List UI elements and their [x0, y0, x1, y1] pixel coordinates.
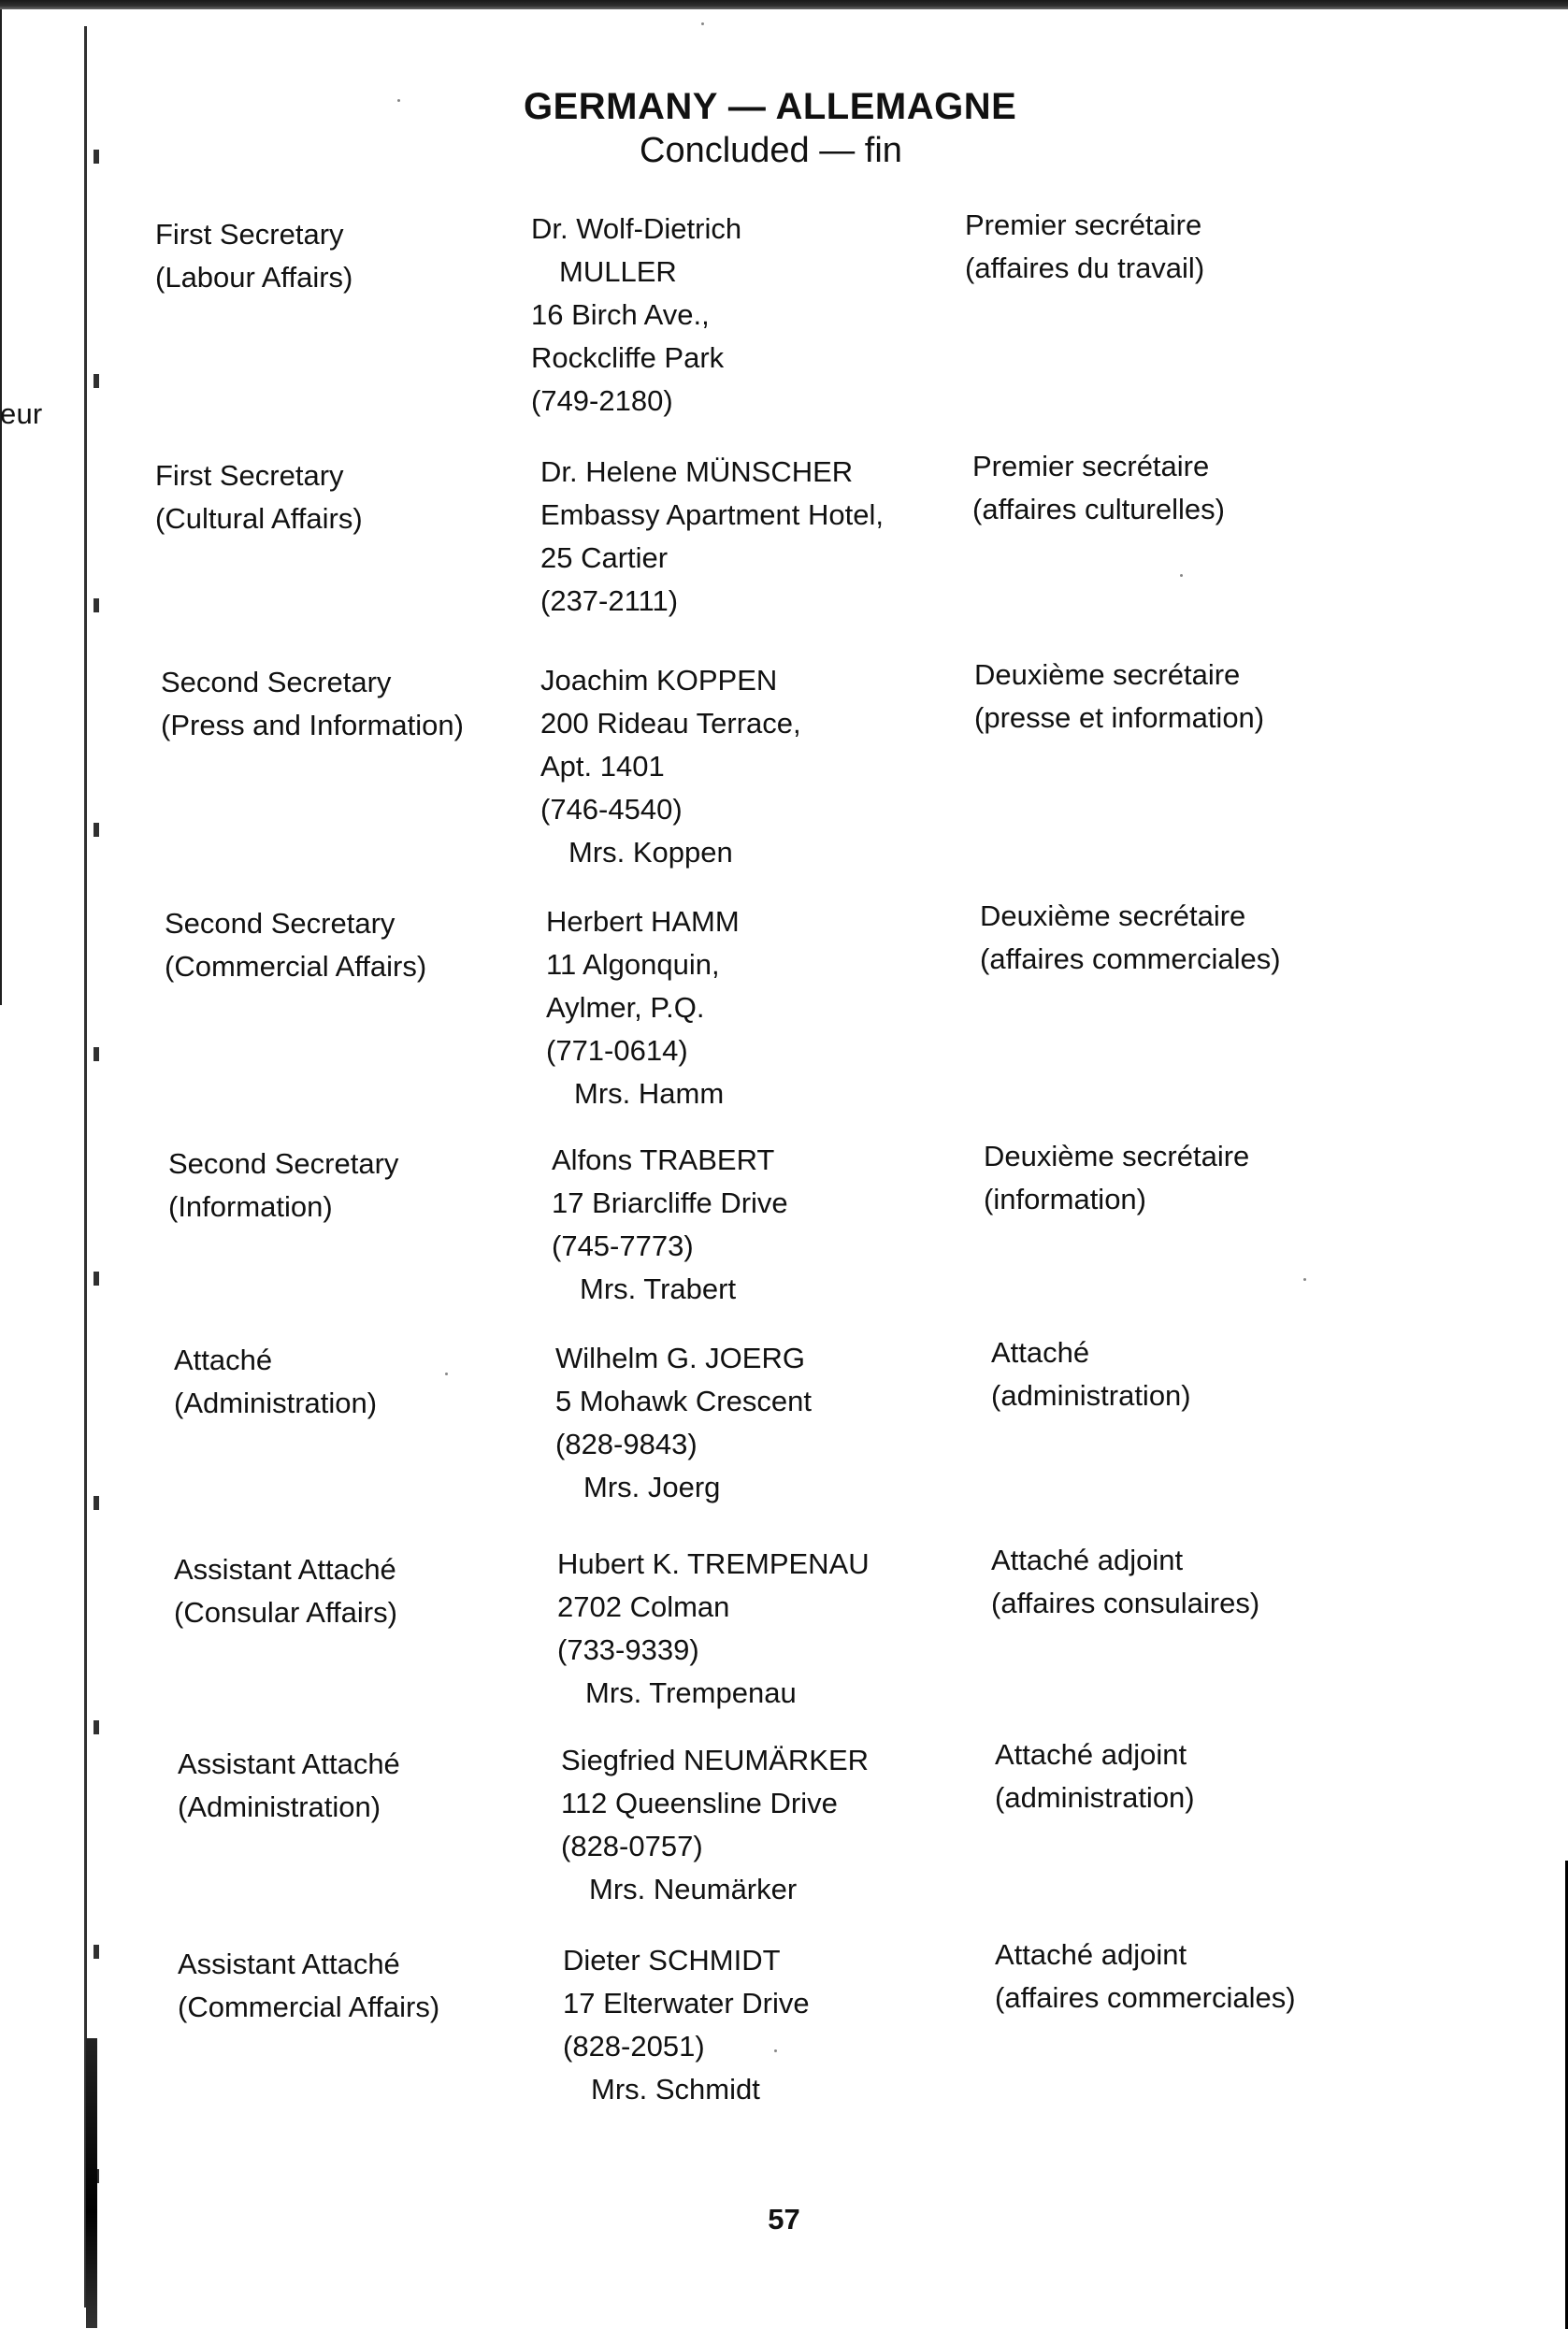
phone-line: (237-2111)	[540, 584, 679, 617]
person-name-line: Dr. Wolf-Dietrich	[531, 212, 742, 245]
title-english	[165, 902, 501, 988]
address-line: Rockcliffe Park	[531, 341, 725, 374]
person-name-line: Hubert K. TREMPENAU	[557, 1547, 870, 1580]
title-english-line: (Cultural Affairs)	[155, 502, 363, 535]
title-french-line: Premier secrétaire	[965, 208, 1202, 241]
title-english-line: Assistant Attaché	[174, 1553, 396, 1586]
title-english	[178, 1743, 514, 1829]
title-french-line: Deuxième secrétaire	[974, 658, 1241, 691]
address-line: 25 Cartier	[540, 541, 669, 574]
spouse-line: Mrs. Trabert	[580, 1272, 737, 1305]
title-english-line: First Secretary	[155, 459, 344, 492]
phone-line: (745-7773)	[552, 1229, 694, 1262]
person-surname-line: MULLER	[559, 255, 677, 288]
scan-top-edge	[0, 0, 1568, 9]
title-french-line: (information)	[984, 1183, 1146, 1215]
phone-line: (828-0757)	[561, 1830, 703, 1862]
phone-line: (746-4540)	[540, 793, 683, 826]
address-line: 17 Elterwater Drive	[563, 1987, 810, 2020]
title-french-line: (administration)	[991, 1379, 1191, 1412]
person-details	[563, 1939, 1002, 2111]
person-name-line: Herbert HAMM	[546, 905, 740, 938]
title-french-line: (affaires culturelles)	[972, 493, 1225, 525]
scan-left-edge	[0, 9, 2, 1005]
scan-speck	[1303, 1278, 1306, 1281]
title-french-line: Deuxième secrétaire	[984, 1140, 1250, 1172]
title-english-line: Assistant Attaché	[178, 1948, 400, 1980]
title-english-line: (Consular Affairs)	[174, 1596, 397, 1629]
page-title: GERMANY — ALLEMAGNE	[524, 86, 1017, 127]
scan-speck	[1180, 574, 1183, 577]
address-line: 200 Rideau Terrace,	[540, 707, 801, 740]
title-french	[974, 654, 1498, 740]
left-margin-fragment: eur	[0, 397, 43, 430]
binding-bottom-shadow	[86, 2038, 97, 2328]
person-details	[552, 1139, 991, 1311]
title-english-line: Second Secretary	[168, 1147, 399, 1180]
person-details	[546, 900, 985, 1115]
title-english-line: (Administration)	[178, 1790, 381, 1823]
page-subtitle: Concluded — fin	[640, 131, 902, 170]
spouse-line: Mrs. Trempenau	[585, 1676, 797, 1709]
address-line: Aylmer, P.Q.	[546, 991, 705, 1024]
title-english	[161, 661, 497, 747]
title-french-line: (affaires du travail)	[965, 252, 1205, 284]
title-french	[965, 204, 1489, 290]
title-french	[995, 1934, 1518, 2020]
title-english-line: (Administration)	[174, 1387, 378, 1419]
address-line: Apt. 1401	[540, 750, 665, 783]
title-french-line: Attaché adjoint	[995, 1938, 1187, 1971]
title-english-line: Assistant Attaché	[178, 1747, 400, 1780]
title-english-line: (Labour Affairs)	[155, 261, 353, 294]
phone-line: (828-2051)	[563, 2030, 705, 2063]
title-french	[991, 1331, 1515, 1417]
person-name-line: Dr. Helene MÜNSCHER	[540, 455, 854, 488]
phone-line: (771-0614)	[546, 1034, 688, 1067]
title-french	[972, 445, 1496, 531]
address-line: 112 Queensline Drive	[561, 1787, 838, 1819]
person-name-line: Dieter SCHMIDT	[563, 1944, 781, 1977]
title-english-line: (Commercial Affairs)	[165, 950, 427, 983]
title-french-line: (affaires commerciales)	[995, 1981, 1296, 2014]
title-english-line: (Press and Information)	[161, 709, 464, 741]
title-english	[174, 1548, 511, 1634]
title-english-line: Second Secretary	[161, 666, 392, 698]
title-french-line: (affaires consulaires)	[991, 1587, 1260, 1619]
spouse-line: Mrs. Koppen	[568, 836, 733, 869]
person-details	[531, 208, 971, 423]
address-line: Embassy Apartment Hotel,	[540, 498, 884, 531]
scan-speck	[701, 22, 704, 25]
scan-speck	[774, 2049, 777, 2052]
phone-line: (749-2180)	[531, 384, 673, 417]
person-details	[557, 1543, 997, 1715]
person-details	[540, 659, 980, 874]
title-french-line: (presse et information)	[974, 701, 1265, 734]
title-english	[174, 1339, 511, 1425]
person-name-line: Alfons TRABERT	[552, 1143, 775, 1176]
person-details	[561, 1739, 1000, 1911]
title-french-line: Attaché	[991, 1336, 1090, 1369]
title-english	[168, 1143, 505, 1229]
spouse-line: Mrs. Neumärker	[589, 1873, 798, 1905]
title-french	[991, 1539, 1515, 1625]
title-english	[178, 1943, 514, 2029]
title-english-line: (Information)	[168, 1190, 333, 1223]
address-line: 16 Birch Ave.,	[531, 298, 710, 331]
title-french	[984, 1135, 1507, 1221]
person-name-line: Joachim KOPPEN	[540, 664, 778, 697]
binding-edge	[84, 26, 94, 2307]
title-english-line: Second Secretary	[165, 907, 396, 940]
phone-line: (828-9843)	[555, 1428, 698, 1460]
title-french-line: (administration)	[995, 1781, 1195, 1814]
person-name-line: Siegfried NEUMÄRKER	[561, 1744, 870, 1776]
address-line: 11 Algonquin,	[546, 948, 720, 981]
title-english-line: (Commercial Affairs)	[178, 1991, 440, 2023]
scan-speck	[445, 1373, 448, 1375]
phone-line: (733-9339)	[557, 1633, 699, 1666]
title-french	[980, 895, 1503, 981]
person-details	[555, 1337, 995, 1509]
address-line: 17 Briarcliffe Drive	[552, 1186, 788, 1219]
title-french	[995, 1733, 1518, 1819]
title-english	[155, 454, 492, 540]
title-english-line: First Secretary	[155, 218, 344, 251]
title-french-line: (affaires commerciales)	[980, 942, 1281, 975]
page-number: 57	[768, 2203, 800, 2236]
person-details	[540, 451, 980, 623]
spouse-line: Mrs. Schmidt	[591, 2073, 760, 2106]
spouse-line: Mrs. Hamm	[574, 1077, 725, 1110]
title-french-line: Attaché adjoint	[991, 1544, 1184, 1576]
binding-marks	[94, 37, 99, 2281]
person-name-line: Wilhelm G. JOERG	[555, 1342, 805, 1374]
title-french-line: Attaché adjoint	[995, 1738, 1187, 1771]
title-french-line: Deuxième secrétaire	[980, 899, 1246, 932]
address-line: 2702 Colman	[557, 1590, 730, 1623]
title-french-line: Premier secrétaire	[972, 450, 1210, 482]
spouse-line: Mrs. Joerg	[583, 1471, 721, 1503]
address-line: 5 Mohawk Crescent	[555, 1385, 812, 1417]
scan-speck	[397, 99, 400, 102]
title-english	[155, 213, 492, 299]
title-english-line: Attaché	[174, 1344, 273, 1376]
